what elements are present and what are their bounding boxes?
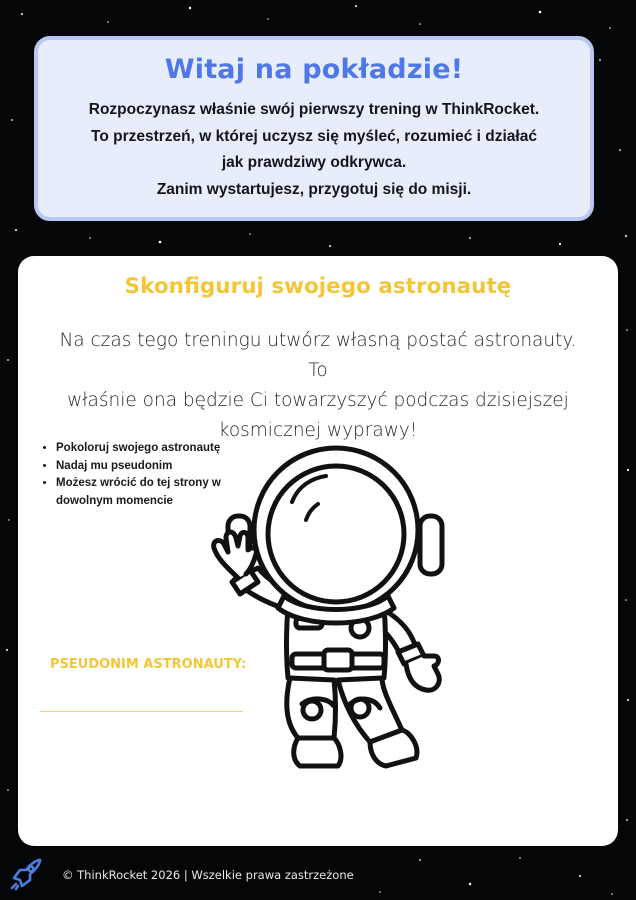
rocket-icon — [8, 856, 44, 892]
welcome-line: jak prawdziwy odkrywca. — [221, 154, 407, 171]
task-item: • Pokoloruj swojego astronautę — [56, 440, 266, 458]
footer-copyright: © ThinkRocket 2026 | Wszelkie prawa zastrzeżone — [62, 868, 354, 882]
intro-line: właśnie ona będzie Ci towarzyszyć podczas dzisiejszej — [67, 390, 569, 411]
intro-line: Na czas tego treningu utwórz własną postać astronauty. To — [59, 330, 577, 381]
astronaut-coloring-icon[interactable] — [188, 442, 478, 782]
welcome-line: To przestrzeń, w której uczysz się myśleć, rozumieć i działać — [91, 127, 537, 145]
card-title: Skonfiguruj swojego astronautę — [124, 274, 512, 299]
card-intro — [48, 326, 588, 446]
intro-line: kosmicznej wyprawy! — [218, 420, 418, 441]
welcome-box — [34, 36, 594, 221]
welcome-line: Zanim wystartujesz, przygotuj się do misji. — [156, 180, 472, 198]
nickname-label: PSEUDONIM ASTRONAUTY: — [50, 657, 247, 672]
task-item: • Nadaj mu pseudonim — [56, 458, 266, 476]
welcome-title: Witaj na pokładzie! — [164, 54, 464, 85]
task-item: • Możesz wrócić do tej strony w dowolnym momencie — [56, 475, 266, 510]
astronaut-setup-card — [18, 256, 618, 846]
welcome-line: Rozpoczynasz właśnie swój pierwszy trening w ThinkRocket. — [88, 101, 540, 118]
welcome-text — [58, 97, 570, 203]
